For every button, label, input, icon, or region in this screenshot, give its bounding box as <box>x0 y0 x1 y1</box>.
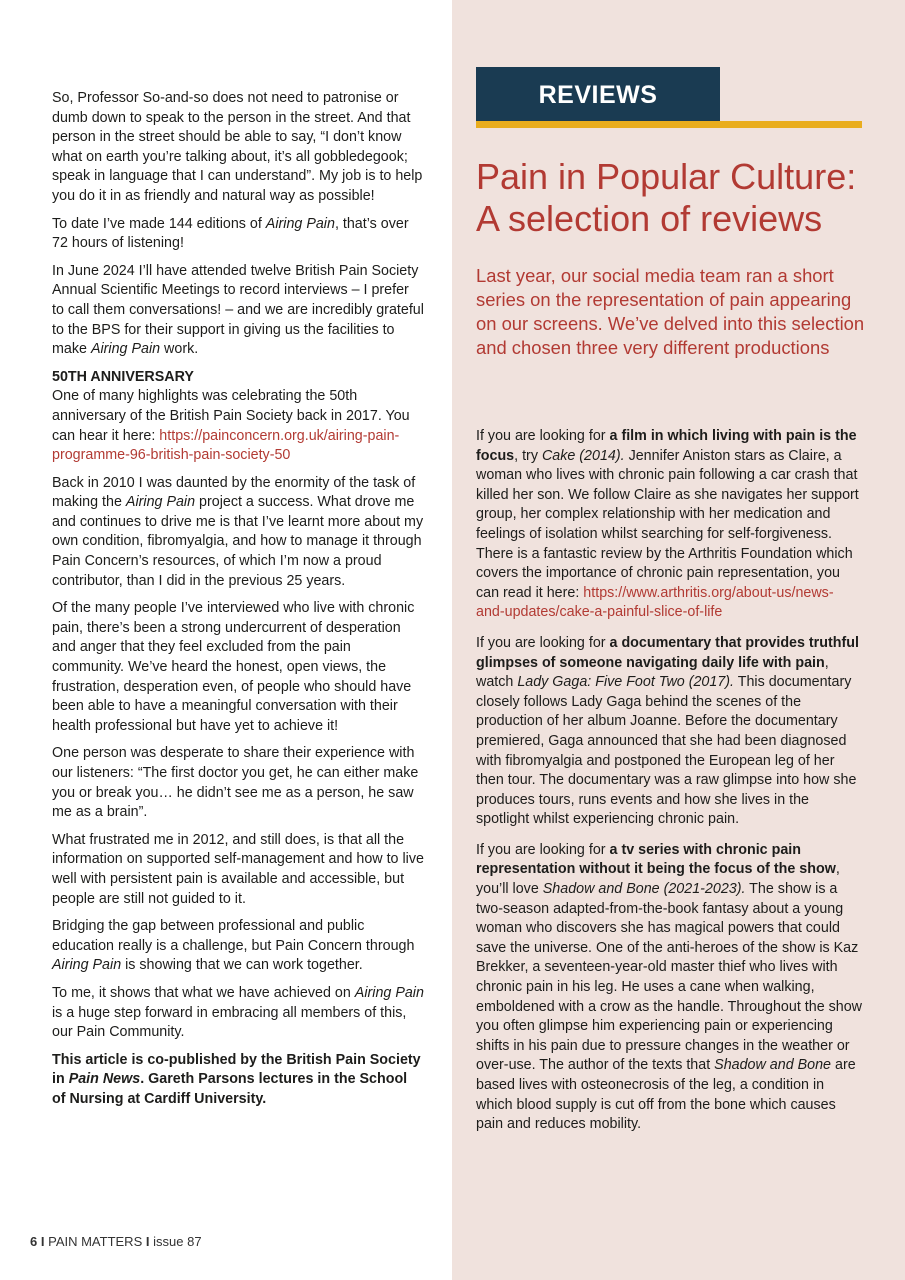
section-subheading: 50TH ANNIVERSARY <box>52 368 194 385</box>
paragraph: One person was desperate to share their experience with our listeners: “The first doctor you get, he can either make you or break you… he didn’t see me as a person, he saw me as a brain”. <box>52 745 419 821</box>
paragraph: To date I’ve made 144 editions of Airing Pain, that’s over 72 hours of listening! <box>52 215 409 252</box>
page-number: 6 <box>30 1234 38 1249</box>
paragraph: Back in 2010 I was daunted by the enormity of the task of making the Airing Pain project a success. What drove me and continues to drive me is that I’ve learnt more about my own condition, fibromyalgia, and how to manage it through Pain Concern’s resources, of which I’m now a proud contributor, than I did in the previous 25 years. <box>52 474 424 589</box>
section-tag: REVIEWS <box>538 81 658 109</box>
paragraph: One of many highlights was celebrating the 50th anniversary of the British Pain Society back in 2017. You can hear it here: https://painconcern.org.uk/airing-pain-programme-96-british-pain-society-50 <box>52 388 410 464</box>
review-paragraph: If you are looking for a film in which living with pain is the focus, try Cake (2014). Jennifer Aniston stars as Claire, a woman who lives with chronic pain following a car crash that killed her son. We follow Claire as she navigates her support group, her complex relationship with her medication and feelings of isolation whilst searching for self-forgiveness. There is a fantastic review by the Arthritis Foundation which covers the importance of chronic pain representation, you can read it here: https://www.arthritis.org/about-us/news-and-updates/cake-a-painful-slice-of-life <box>476 428 859 621</box>
reviews-column <box>476 427 862 1146</box>
paragraph: Of the many people I’ve interviewed who live with chronic pain, there’s been a strong undercurrent of desperation and anger that they feel excluded from the pain community. We’ve heard the honest, open views, the frustration, desperation even, of people who should have been able to have a meaningful conversation with their health professional but have yet to achieve it! <box>52 600 415 734</box>
left-article-column <box>52 89 424 1118</box>
arthritis-review-link[interactable]: https://www.arthritis.org/about-us/news-and-updates/cake-a-painful-slice-of-life <box>476 584 834 621</box>
intro-text: Last year, our social media team ran a short series on the representation of pain appearing on our screens. We’ve delved into this selection and chosen three very different productions <box>476 265 865 358</box>
footer-separator: I <box>145 1234 150 1249</box>
magazine-name: PAIN MATTERS <box>48 1234 143 1249</box>
section-tag-underline <box>476 121 862 128</box>
anniversary-link[interactable]: https://painconcern.org.uk/airing-pain-programme-96-british-pain-society-50 <box>52 427 400 464</box>
paragraph: In June 2024 I’ll have attended twelve British Pain Society Annual Scientific Meetings to record interviews – I prefer to call them conversations! – and we are incredibly grateful to the BPS for their support in giving us the facilities to make Airing Pain work. <box>52 262 424 358</box>
paragraph: What frustrated me in 2012, and still does, is that all the information on supported self-management and how to live well with persistent pain is available and accessible, but people are still not guided to it. <box>52 831 424 907</box>
copublication-note: This article is co-published by the British Pain Society in Pain News. Gareth Parsons lectures in the School of Nursing at Cardiff University. <box>52 1051 421 1107</box>
review-paragraph: If you are looking for a documentary that provides truthful glimpses of someone navigating daily life with pain, watch Lady Gaga: Five Foot Two (2017). This documentary closely follows Lady Gaga behind the scenes of the production of her album Joanne. Before the documentary premiered, Gaga announced that she had been diagnosed with fibromyalgia and postponed the European leg of her then tour. The documentary was a raw glimpse into how she produces tours, runs events and how she lives in the spotlight whilst experiencing chronic pain. <box>476 634 859 828</box>
paragraph: Bridging the gap between professional and public education really is a challenge, but Pain Concern through Airing Pain is showing that we can work together. <box>52 918 415 974</box>
issue-number: issue 87 <box>153 1234 202 1249</box>
page-title: Pain in Popular Culture: A selection of reviews <box>476 156 857 239</box>
page-footer <box>30 1234 202 1249</box>
review-paragraph: If you are looking for a tv series with chronic pain representation without it being the focus of the show, you’ll love Shadow and Bone (2021-2023). The show is a two-season adapted-from-the-book fantasy about a young woman who discovers she has magical powers that could save the universe. One of the anti-heroes of the show is Kaz Brekker, a seventeen-year-old master thief who lives with chronic pain in his leg. He uses a cane when walking, emboldened with a crow as the handle. Throughout the show you often glimpse him experiencing pain or experiencing shifts in his pain due to pressure changes in the weather or over-use. The author of the texts that Shadow and Bone are based lives with osteonecrosis of the leg, a condition in which blood supply is cut off from the bone which causes pain and reduces mobility. <box>476 841 863 1133</box>
paragraph: To me, it shows that what we have achieved on Airing Pain is a huge step forward in embracing all members of this, our Pain Community. <box>52 984 424 1041</box>
paragraph: So, Professor So-and-so does not need to patronise or dumb down to speak to the person in the street. And that person in the street should be able to say, “I don’t know what on earth you’re talking about, it’s all gobbledegook; speak in language that I can understand”. My job is to help you do it in as friendly and natural way as possible! <box>52 90 423 204</box>
footer-separator: I <box>40 1234 45 1249</box>
